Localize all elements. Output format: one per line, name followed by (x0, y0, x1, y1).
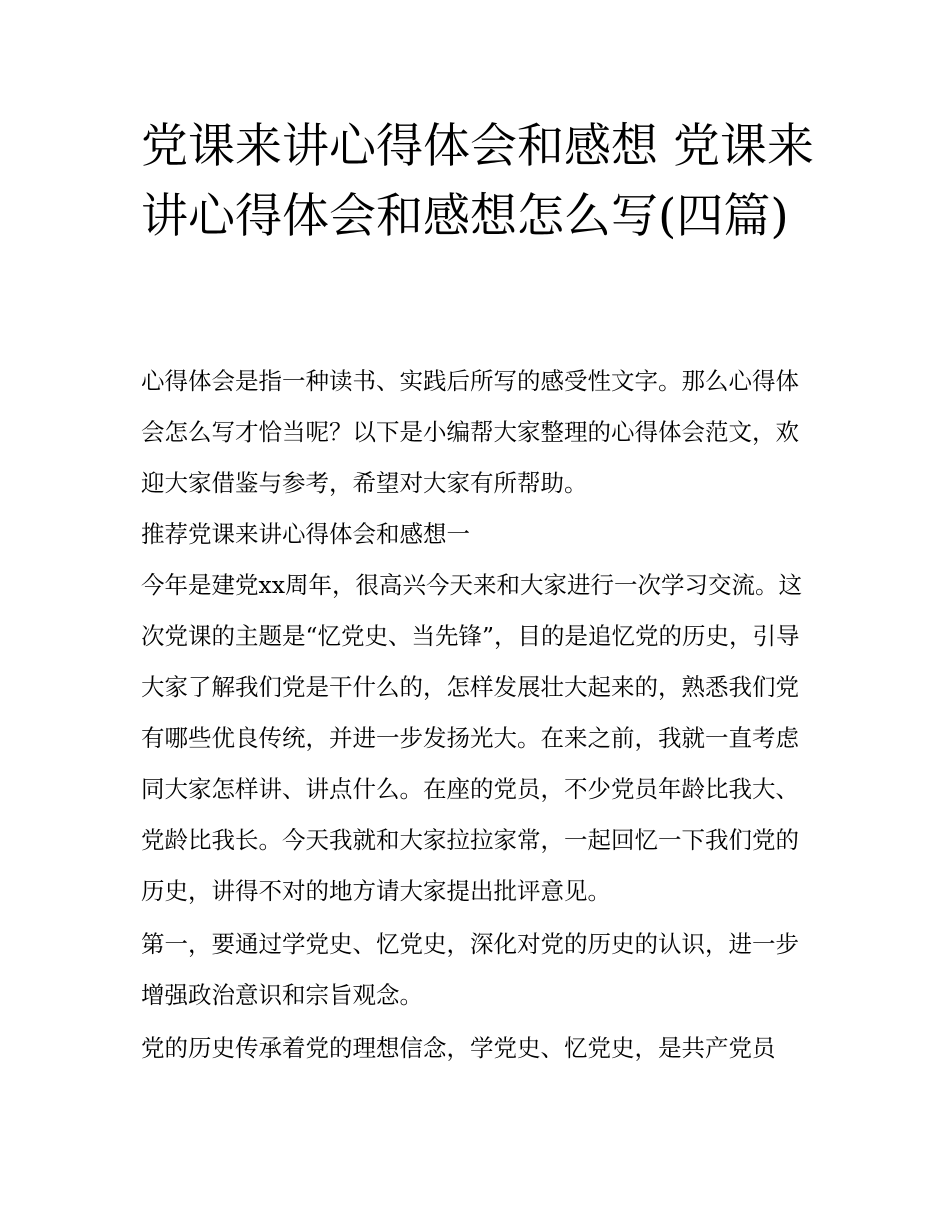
paragraph-point-one: 第一，要通过学党史、忆党史，深化对党的历史的认识，进一步增强政治意识和宗旨观念。 (141, 930, 799, 1009)
section-heading: 推荐党课来讲心得体会和感想一 (141, 520, 470, 548)
document-body (141, 356, 821, 1074)
paragraph-intro: 心得体会是指一种读书、实践后所写的感受性文字。那么心得体会怎么写才恰当呢？以下是小编帮大家整理的心得体会范文，欢迎大家借鉴与参考，希望对大家有所帮助。 (141, 367, 799, 497)
paragraph-speech: 今年是建党xx周年，很高兴今天来和大家进行一次学习交流。这次党课的主题是“忆党史、当先锋”，目的是追忆党的历史，引导大家了解我们党是干什么的，怎样发展壮大起来的，熟悉我们党有哪些优良传统，并进一步发扬光大。在来之前，我就一直考虑同大家怎样讲、讲点什么。在座的党员，不少党员年龄比我大、党龄比我长。今天我就和大家拉拉家常，一起回忆一下我们党的历史，讲得不对的地方请大家提出批评意见。 (141, 571, 803, 905)
paragraph-history: 党的历史传承着党的理想信念，学党史、忆党史，是共产党员 (141, 1034, 776, 1062)
document-title: 党课来讲心得体会和感想 党课来讲心得体会和感想怎么写(四篇) (141, 119, 814, 244)
